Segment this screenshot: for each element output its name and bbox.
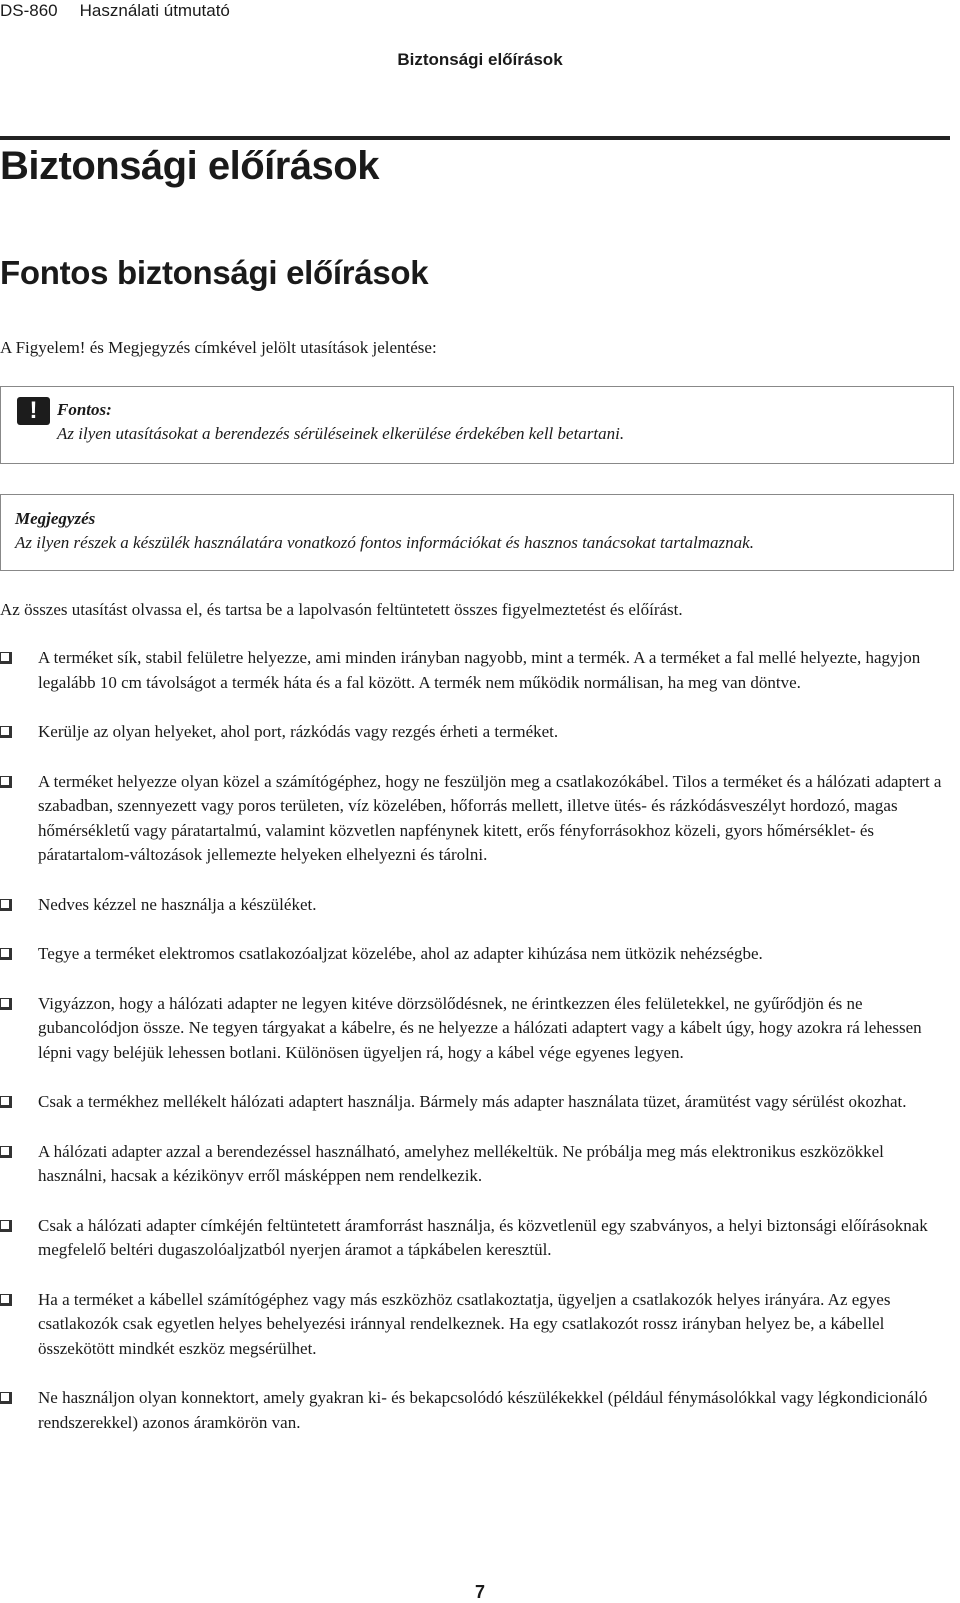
list-item: Kerülje az olyan helyeket, ahol port, rázkódás vagy rezgés érheti a terméket. (0, 720, 960, 745)
important-label: Fontos: (57, 400, 112, 419)
list-item: Vigyázzon, hogy a hálózati adapter ne legyen kitéve dörzsölődésnek, ne érintkezzen éles felületekkel, ne gyűrődjön és ne gubancolódjon össze. Ne tegyen tárgyakat a kábelre, és ne helyezze a hálózati adaptert vagy a kábelt úgy, hogy azokra rá lehessen lépni vagy beléjük lehessen botlani. Különösen ügyeljen rá, hogy a kábel vége egyenes legyen. (0, 992, 960, 1066)
checkbox-bullet-icon (0, 776, 12, 788)
intro-text: A Figyelem! és Megjegyzés címkével jelölt utasítások jelentése: (0, 338, 437, 357)
important-box (0, 386, 954, 464)
list-item: A terméket sík, stabil felületre helyezze, ami minden irányban nagyobb, mint a termék. A a terméket a fal mellé helyezte, hagyjon legalább 10 cm távolságot a termék háta és a fal között. A termék nem működik normálisan, ha meg van döntve. (0, 646, 960, 695)
list-item: A terméket helyezze olyan közel a számítógéphez, hogy ne feszüljön meg a csatlakozókábel. Tilos a terméket és a hálózati adaptert a szabadban, szennyezett vagy poros területen, víz közelében, hőforrás mellett, illetve ütés- és rázkódásveszélyt hordozó, magas hőmérsékletű vagy páratartalmú, valamint közvetlen napfénynek kitett, erős fényforrásokhoz közeli, gyors hőmérséklet- és páratartalom-változások jellemezte helyeken elhelyezni és tárolni. (0, 770, 960, 868)
note-box (0, 494, 954, 571)
checkbox-bullet-icon (0, 1220, 12, 1232)
list-item: Tegye a terméket elektromos csatlakozóaljzat közelébe, ahol az adapter kihúzása nem ütközik nehézségbe. (0, 942, 960, 967)
checkbox-bullet-icon (0, 1096, 12, 1108)
checkbox-bullet-icon (0, 726, 12, 738)
list-item: Ne használjon olyan konnektort, amely gyakran ki- és bekapcsolódó készülékekkel (például fénymásolókkal vagy légkondicionáló rendszerekkel) azonos áramkörön van. (0, 1386, 960, 1435)
checkbox-bullet-icon (0, 998, 12, 1010)
checkbox-bullet-icon (0, 1392, 12, 1404)
checkbox-bullet-icon (0, 652, 12, 664)
page-title: Biztonsági előírások (0, 144, 379, 188)
list-item: Nedves kézzel ne használja a készüléket. (0, 893, 960, 918)
important-text: Az ilyen utasításokat a berendezés sérüléseinek elkerülése érdekében kell betartani. (57, 424, 625, 443)
checkbox-bullet-icon (0, 1294, 12, 1306)
manual-title: Használati útmutató (79, 1, 230, 20)
header-rule (0, 136, 950, 140)
list-item: Ha a terméket a kábellel számítógéphez vagy más eszközhöz csatlakoztatja, ügyeljen a csatlakozók helyes irányára. Az egyes csatlakozók csak egyetlen helyes behelyezési iránnyal rendelkeznek. Ha egy csatlakozót rossz irányban helyez be, a kábellel összekötött mindkét eszköz megsérülhet. (0, 1288, 960, 1362)
section-title: Fontos biztonsági előírások (0, 254, 429, 291)
list-item: Csak a hálózati adapter címkéjén feltüntetett áramforrást használja, és közvetlenül egy szabványos, a helyi biztonsági előírásoknak megfelelő beltéri dugaszolóaljzatból nyerjen áramot a tápkábelen keresztül. (0, 1214, 960, 1263)
note-label: Megjegyzés (15, 509, 96, 528)
page-number: 7 (474, 1582, 485, 1602)
page-header (0, 0, 230, 22)
exclamation-icon: ! (17, 397, 50, 425)
model-name: DS-860 (0, 1, 58, 20)
body-text: Az összes utasítást olvassa el, és tartsa be a lapolvasón feltüntetett összes figyelmeztetést és előírást. (0, 600, 683, 619)
checkbox-bullet-icon (0, 1146, 12, 1158)
running-title: Biztonsági előírások (397, 50, 563, 69)
note-text: Az ilyen részek a készülék használatára vonatkozó fontos információkat és hasznos tanácsokat tartalmaznak. (15, 533, 754, 552)
checkbox-bullet-icon (0, 899, 12, 911)
safety-list (0, 646, 960, 1460)
list-item: Csak a termékhez mellékelt hálózati adaptert használja. Bármely más adapter használata tüzet, áramütést vagy sérülést okozhat. (0, 1090, 960, 1115)
list-item: A hálózati adapter azzal a berendezéssel használható, amelyhez mellékeltük. Ne próbálja meg más elektronikus eszközökkel használni, hacsak a kézikönyv erről másképpen nem rendelkezik. (0, 1140, 960, 1189)
checkbox-bullet-icon (0, 948, 12, 960)
